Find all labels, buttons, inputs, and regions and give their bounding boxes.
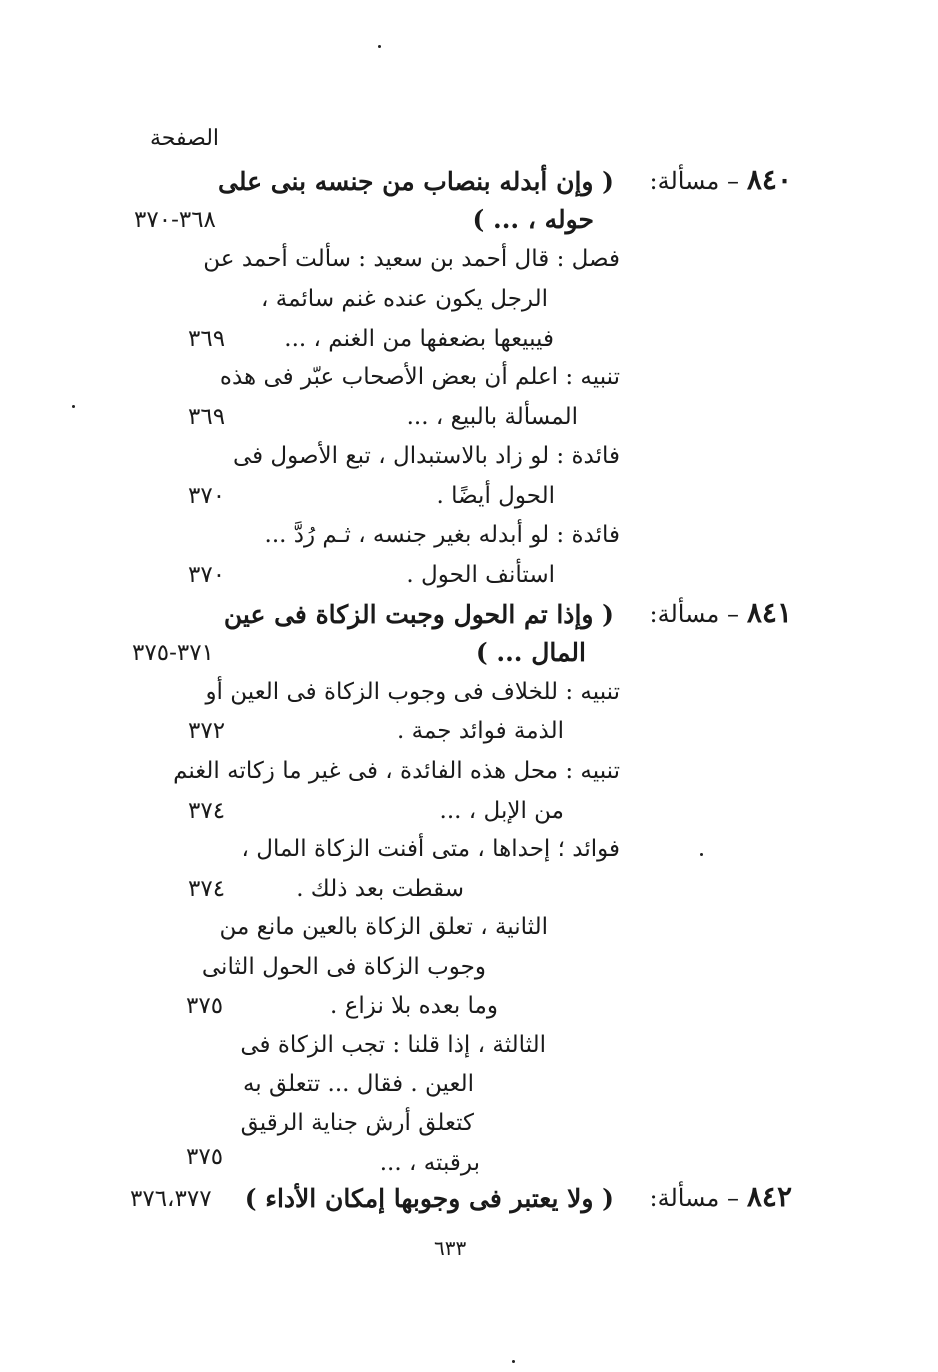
subitem-page: ٣٧٤	[188, 876, 226, 902]
subitem-page: ٣٦٩	[188, 404, 226, 430]
subitem-line: سقطت بعد ذلك .	[296, 876, 464, 902]
scan-speck	[700, 853, 703, 856]
subitem-line: تنبيه : للخلاف فى وجوب الزكاة فى العين أو	[205, 679, 620, 705]
entry-title: ( ولا يعتبر فى وجوبها إمكان الأداء )	[244, 1184, 614, 1213]
subitem-line: فيبيعها بضعفها من الغنم ، ...	[284, 326, 554, 352]
entry-label: – مسألة:	[649, 1184, 739, 1212]
entry-title: ( وإن أبدله بنصاب من جنسه بنى على	[217, 167, 614, 196]
entry-pages: ٣٦٨-٣٧٠	[134, 207, 216, 233]
subitem-page: ٣٧٠	[188, 483, 226, 509]
subitem-line: الثانية ، تعلق الزكاة بالعين مانع من	[219, 914, 548, 940]
subitem-page: ٣٧٢	[188, 718, 226, 744]
subitem-line: فوائد ؛ إحداها ، متى أفنت الزكاة المال ،	[241, 836, 620, 862]
entry-number: ٨٤٠	[746, 163, 792, 196]
subitem-line: الرجل يكون عنده غنم سائمة ،	[261, 286, 548, 312]
subitem-line: فصل : قال أحمد بن سعيد : سألت أحمد عن	[203, 246, 620, 272]
subitem-line: المسألة بالبيع ، ...	[406, 404, 578, 430]
scan-speck	[378, 45, 381, 48]
entry-label: – مسألة:	[649, 600, 739, 628]
subitem-line: تنبيه : محل هذه الفائدة ، فى غير ما زكاته الغنم	[173, 758, 620, 784]
subitem-page: ٣٧٤	[188, 798, 226, 824]
subitem-line: الحول أيضًا .	[436, 483, 555, 509]
entry-label: – مسألة:	[649, 167, 739, 195]
subitem-line: برقبته ، ...	[379, 1150, 480, 1176]
subitem-line: الثالثة ، إذا قلنا : تجب الزكاة فى	[240, 1032, 546, 1058]
entry-title: المال ... )	[475, 638, 586, 667]
subitem-page: ٣٧٥	[186, 993, 224, 1019]
scan-speck	[72, 405, 75, 408]
page-column-header: الصفحة	[150, 126, 220, 151]
entry-number: ٨٤١	[746, 596, 792, 629]
entry-pages: ٣٧٦،٣٧٧	[130, 1186, 212, 1212]
subitem-page: ٣٧٥	[186, 1144, 224, 1170]
subitem-line: فائدة : لو أبدله بغير جنسه ، ثـم رُدَّ ...	[264, 522, 620, 548]
scan-speck	[512, 1360, 515, 1363]
subitem-line: وجوب الزكاة فى الحول الثانى	[201, 954, 486, 980]
subitem-line: استأنف الحول .	[406, 562, 555, 588]
entry-pages: ٣٧١-٣٧٥	[132, 640, 214, 666]
subitem-line: فائدة : لو زاد بالاستبدال ، تبع الأصول فى	[232, 443, 620, 469]
subitem-line: وما بعده بلا نزاع .	[330, 993, 498, 1019]
subitem-line: تنبيه : اعلم أن بعض الأصحاب عبّر فى هذه	[219, 364, 620, 390]
footer-page-number: ٦٣٣	[434, 1236, 467, 1260]
entry-title: حوله ، ... )	[472, 205, 594, 234]
subitem-page: ٣٦٩	[188, 326, 226, 352]
entry-title: ( وإذا تم الحول وجبت الزكاة فى عين	[223, 600, 614, 629]
subitem-line: الذمة فوائد جمة .	[397, 718, 564, 744]
subitem-line: كتعلق أرش جناية الرقيق	[240, 1110, 474, 1136]
entry-number: ٨٤٢	[746, 1180, 792, 1213]
subitem-line: من الإبل ، ...	[439, 798, 564, 824]
subitem-page: ٣٧٠	[188, 562, 226, 588]
subitem-line: العين . فقال ... تتعلق به	[242, 1071, 474, 1097]
